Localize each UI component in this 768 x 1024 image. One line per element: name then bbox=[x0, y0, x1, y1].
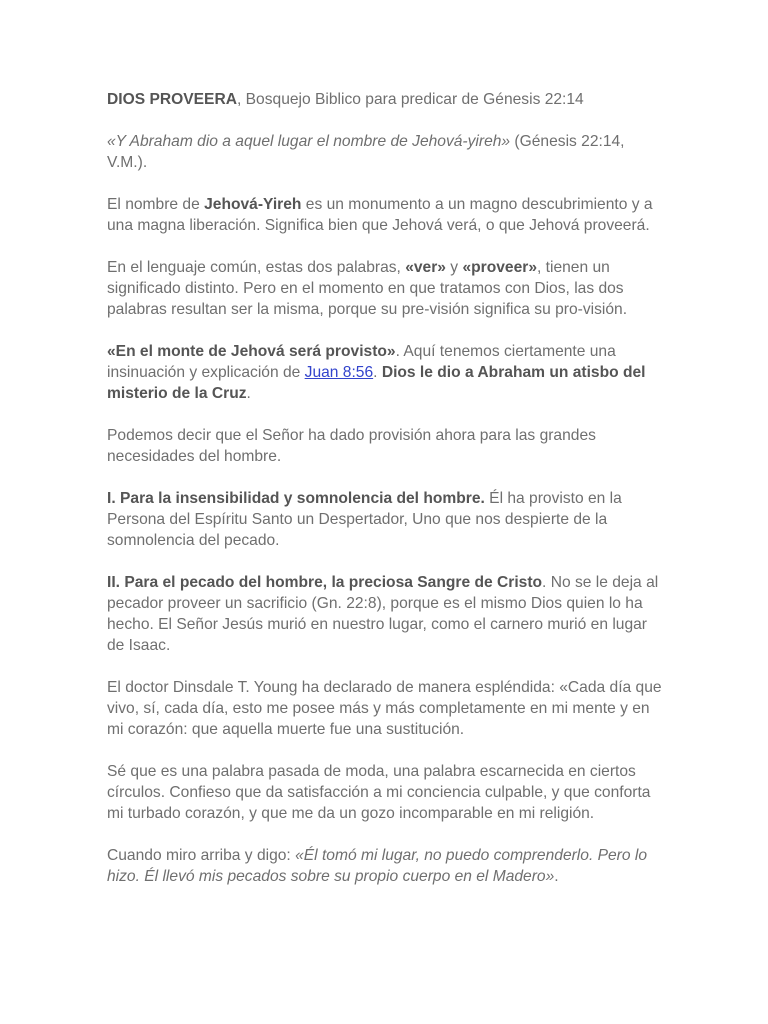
paragraph-palabra-pasada bbox=[107, 761, 667, 824]
point-one-heading: I. Para la insensibilidad y somnolencia del hombre. bbox=[107, 490, 485, 507]
text-run: . bbox=[373, 364, 382, 381]
text-run: es un monumento a un magno descubrimiento y a una magna liberación. Significa bien que Jehová verá, o que Jehová proveerá. bbox=[107, 196, 653, 234]
title-paragraph bbox=[107, 89, 667, 110]
bold-term: Jehová-Yireh bbox=[204, 196, 302, 213]
paragraph-dinsdale-young bbox=[107, 677, 667, 740]
scripture-quote: «Y Abraham dio a aquel lugar el nombre de Jehová-yireh» bbox=[107, 133, 511, 150]
text-run: El doctor Dinsdale T. Young ha declarado de manera espléndida: «Cada día que vivo, sí, cada día, esto me posee más y más completamente en mi mente y en mi corazón: que aquella muerte fue una sustitución. bbox=[107, 679, 662, 738]
text-run: , tienen un significado distinto. Pero en el momento en que tratamos con Dios, las dos palabras resultan ser la misma, porque su pre-visión significa su pro-visión. bbox=[107, 259, 628, 318]
text-run: . No se le deja al pecador proveer un sacrificio (Gn. 22:8), porque es el mismo Dios quien lo ha hecho. El Señor Jesús murió en nuestro lugar, como el carnero murió en lugar de Isaac. bbox=[107, 574, 659, 654]
title-subtitle: , Bosquejo Biblico para predicar de Génesis 22:14 bbox=[236, 91, 584, 108]
bold-term: «ver» bbox=[405, 259, 446, 276]
bold-quote: «En el monte de Jehová será provisto» bbox=[107, 343, 396, 360]
text-run: Él ha provisto en la Persona del Espíritu Santo un Despertador, Uno que nos despierte de la somnolencia del pecado. bbox=[107, 490, 622, 549]
paragraph-provision bbox=[107, 425, 667, 467]
point-two-heading: II. Para el pecado del hombre, la preciosa Sangre de Cristo bbox=[107, 574, 543, 591]
text-run: En el lenguaje común, estas dos palabras, bbox=[107, 259, 406, 276]
scripture-quote-paragraph bbox=[107, 131, 667, 173]
point-one-paragraph bbox=[107, 488, 667, 551]
text-run: . Aquí tenemos ciertamente una insinuación y explicación de bbox=[107, 343, 616, 381]
juan-8-56-link[interactable]: Juan 8:56 bbox=[304, 364, 374, 381]
paragraph-cuando-miro bbox=[107, 845, 667, 887]
italic-quote: «Él tomó mi lugar, no puedo comprenderlo. Pero lo hizo. Él llevó mis pecados sobre su propio cuerpo en el Madero» bbox=[107, 847, 648, 885]
document-title: DIOS PROVEERA bbox=[107, 91, 237, 108]
bold-statement: Dios le dio a Abraham un atisbo del misterio de la Cruz bbox=[107, 364, 646, 402]
text-run: Cuando miro arriba y digo: bbox=[107, 847, 296, 864]
text-run: . bbox=[554, 868, 559, 885]
paragraph-monte-de-jehova bbox=[107, 341, 667, 404]
text-run: Sé que es una palabra pasada de moda, una palabra escarnecida en ciertos círculos. Confieso que da satisfacción a mi conciencia culpable, y que conforta mi turbado corazón, y que me da un gozo incomparable en mi religión. bbox=[107, 763, 651, 822]
point-two-paragraph bbox=[107, 572, 667, 656]
paragraph-ver-proveer bbox=[107, 257, 667, 320]
bold-term: «proveer» bbox=[462, 259, 537, 276]
text-run: Podemos decir que el Señor ha dado provisión ahora para las grandes necesidades del hombre. bbox=[107, 427, 596, 465]
paragraph-jehova-yireh bbox=[107, 194, 667, 236]
text-run: y bbox=[445, 259, 463, 276]
scripture-reference: (Génesis 22:14, V.M.). bbox=[107, 133, 625, 171]
text-run: El nombre de bbox=[107, 196, 205, 213]
text-run: . bbox=[246, 385, 251, 402]
document-body bbox=[107, 89, 667, 908]
